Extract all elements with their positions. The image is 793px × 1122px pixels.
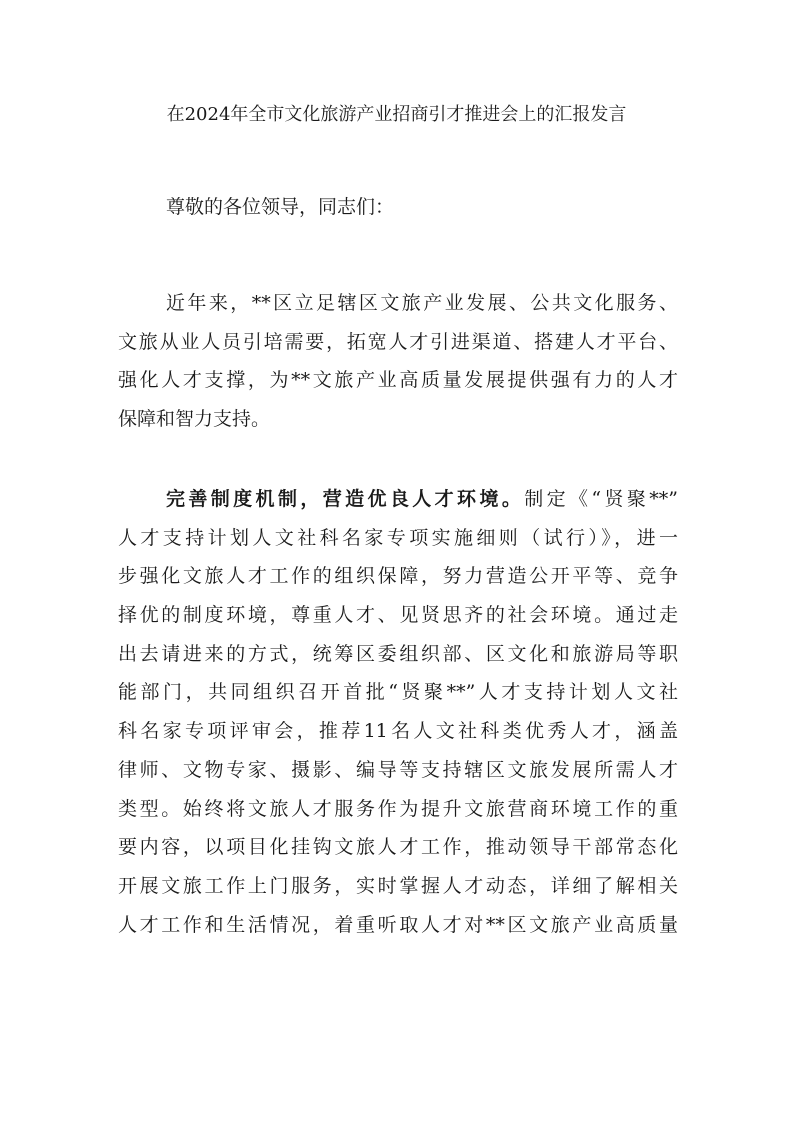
paragraph-line: 人才支持计划人文社科名家专项实施细则（试行）》，进一 xyxy=(118,526,678,549)
paragraph-line: 要内容，以项目化挂钩文旅人才工作，推动领导干部常态化 xyxy=(118,836,678,859)
paragraph-line: 步强化文旅人才工作的组织保障，努力营造公开平等、竞争 xyxy=(118,565,678,588)
paragraph-line: 强化人才支撑，为**文旅产业高质量发展提供强有力的人才 xyxy=(118,369,678,392)
paragraph-line: 能部门，共同组织召开首批“贤聚**”人才支持计划人文社 xyxy=(118,681,678,704)
paragraph-intro xyxy=(118,284,678,439)
salutation: 尊敬的各位领导，同志们： xyxy=(166,196,395,218)
paragraph-heading: 完善制度机制，营造优良人才环境。 xyxy=(166,488,525,510)
paragraph-line: 出去请进来的方式，统筹区委组织部、区文化和旅游局等职 xyxy=(118,642,678,665)
paragraph-line: 开展文旅工作上门服务，实时掌握人才动态，详细了解相关 xyxy=(118,874,678,897)
paragraph-heading-continuation: 制定《“贤聚**” xyxy=(524,488,678,510)
paragraph-line: 类型。始终将文旅人才服务作为提升文旅营商环境工作的重 xyxy=(118,797,678,820)
paragraph-line: 律师、文物专家、摄影、编导等支持辖区文旅发展所需人才 xyxy=(118,758,678,781)
paragraph-line: 近年来，**区立足辖区文旅产业发展、公共文化服务、 xyxy=(166,292,678,314)
document-title: 在2024年全市文化旅游产业招商引才推进会上的汇报发言 xyxy=(166,104,627,125)
paragraph-first-line xyxy=(118,480,678,519)
paragraph-institution xyxy=(118,480,678,944)
paragraph-line: 择优的制度环境，尊重人才、见贤思齐的社会环境。通过走 xyxy=(118,604,678,627)
paragraph-line: 科名家专项评审会，推荐11名人文社科类优秀人才，涵盖 xyxy=(118,720,678,743)
paragraph-line: 保障和智力支持。 xyxy=(118,408,271,431)
paragraph-line: 文旅从业人员引培需要，拓宽人才引进渠道、搭建人才平台、 xyxy=(118,330,678,353)
paragraph-line: 人才工作和生活情况，着重听取人才对**区文旅产业高质量 xyxy=(118,913,678,936)
